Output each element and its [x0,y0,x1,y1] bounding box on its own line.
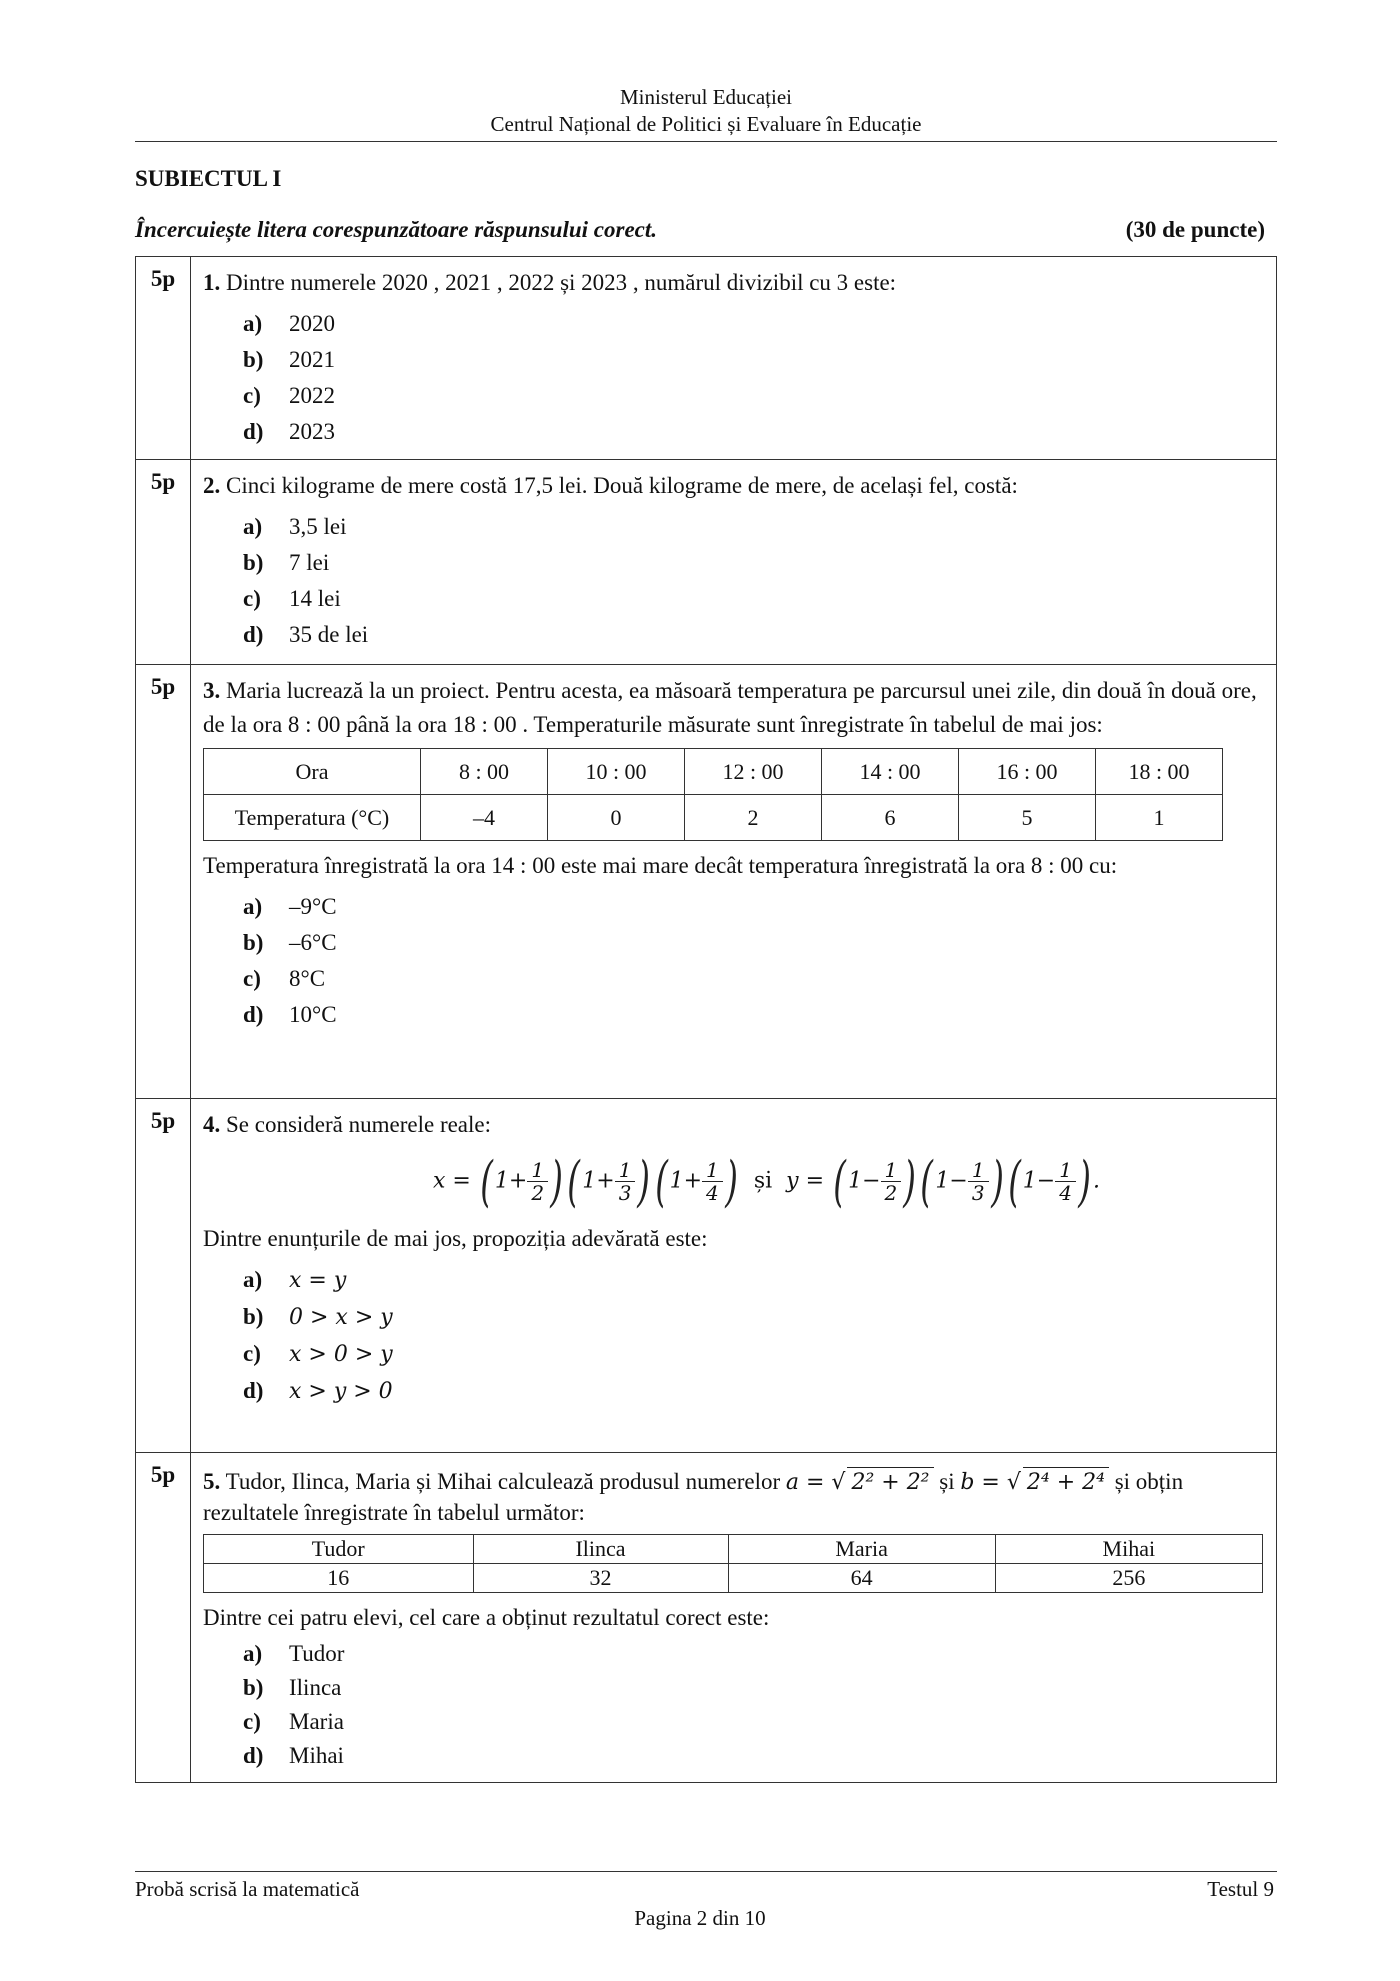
temp-cell: 2 [685,795,822,841]
option-c[interactable]: c) 14 lei [243,586,341,611]
footer-divider [135,1871,1277,1872]
temp-cell: 1 [1096,795,1223,841]
footer-test-number: Testul 9 [1207,1877,1274,1901]
temp-cell: –4 [421,795,548,841]
names-row [204,1535,1263,1564]
hours-row [204,749,1223,795]
question-text: 5. Tudor, Ilinca, Maria și Mihai calculează produsul numerelor a = √ 2² + 2² și b = √ 2⁴ + 2⁴ și obțin rezultatele înregistrate în tabelul următor: [203,1469,1184,1525]
options-list [243,1262,1264,1410]
result-cell: 16 [204,1564,474,1593]
footer-exam-name: Probă scrisă la matematică [135,1877,360,1901]
question-subtext: Dintre cei patru elevi, cel care a obținut rezultatul corect este: [203,1605,770,1630]
questions-table [135,256,1277,1783]
formula-x-y: x = ( 1+ $\frac{1}{2}$ )( 1+ $\frac{1}{3}$ )( 1+ $\frac{1}{4}$ ) și y = ( 1− $\frac{1}{2}$ )( 1− $\frac{1}{3}$ )( 1− $\frac{1}{4}$ ) . [433,1150,1100,1213]
center-name: Centrul Național de Politici și Evaluare în Educație [490,112,922,136]
result-cell: 32 [473,1564,728,1593]
question-number: 3. [203,678,221,703]
question-points: 5p [136,1099,191,1453]
section-title: SUBIECTUL I [135,166,282,191]
question-text: Cinci kilograme de mere costă 17,5 lei. Două kilograme de mere, de același fel, costă: [226,473,1018,498]
option-d[interactable]: d) Mihai [243,1743,344,1768]
option-c[interactable]: c) 2022 [243,383,335,408]
question-points: 5p [136,257,191,460]
question-row-5 [136,1453,1277,1783]
question-number: 4. [203,1112,221,1137]
question-subtext: Dintre enunțurile de mai jos, propoziția adevărată este: [203,1226,708,1251]
hour-cell: 16 : 00 [959,749,1096,795]
result-cell: 64 [728,1564,995,1593]
option-b[interactable]: b) –6°C [243,930,337,955]
question-points: 5p [136,1453,191,1783]
question-text: 3. Maria lucrează la un proiect. Pentru acesta, ea măsoară temperatura pe parcursul unei zile, din două în două ore, de la ora 8 : 00 până la ora 18 : 00 . Temperaturile măsurate sunt înregistrate în tabelul de mai jos: [203,678,1257,737]
question-row-1 [136,257,1277,460]
options-list [243,889,1264,1033]
row-label: Ora [204,749,421,795]
header-divider [135,141,1277,142]
question-body [191,1453,1277,1783]
temperature-table [203,748,1223,841]
temp-cell: 0 [548,795,685,841]
question-row-3 [136,665,1277,1099]
question-points: 5p [136,665,191,1099]
option-a[interactable]: a) 3,5 lei [243,514,347,539]
temp-cell: 5 [959,795,1096,841]
option-c[interactable]: c) Maria [243,1709,344,1734]
question-row-4 [136,1099,1277,1453]
option-d[interactable]: d) 2023 [243,419,335,444]
question-body [191,460,1277,665]
footer-page-number: Pagina 2 din 10 [634,1906,766,1930]
results-row [204,1564,1263,1593]
hour-cell: 10 : 00 [548,749,685,795]
option-a[interactable]: a) –9°C [243,894,337,919]
results-table [203,1534,1263,1593]
option-d[interactable]: d) x > y > 0 [243,1378,393,1404]
options-list [243,1637,1264,1773]
name-cell: Ilinca [473,1535,728,1564]
name-cell: Tudor [204,1535,474,1564]
name-cell: Mihai [995,1535,1262,1564]
question-number: 1. [203,270,221,295]
page-header [135,84,1277,138]
options-list [243,306,1264,450]
row-label: Temperatura (°C) [204,795,421,841]
question-subtext: Temperatura înregistrată la ora 14 : 00 este mai mare decât temperatura înregistrată la ora 8 : 00 cu: [203,853,1118,878]
option-b[interactable]: b) 0 > x > y [243,1304,393,1330]
hour-cell: 18 : 00 [1096,749,1223,795]
question-points: 5p [136,460,191,665]
option-b[interactable]: b) 2021 [243,347,335,372]
hour-cell: 14 : 00 [822,749,959,795]
option-b[interactable]: b) 7 lei [243,550,330,575]
question-body [191,665,1277,1099]
option-b[interactable]: b) Ilinca [243,1675,342,1700]
option-a[interactable]: a) 2020 [243,311,335,336]
option-d[interactable]: d) 35 de lei [243,622,369,647]
section-points: (30 de puncte) [1125,217,1265,242]
option-c[interactable]: c) x > 0 > y [243,1341,393,1367]
option-c[interactable]: c) 8°C [243,966,326,991]
question-row-2 [136,460,1277,665]
result-cell: 256 [995,1564,1262,1593]
temperature-row [204,795,1223,841]
hour-cell: 12 : 00 [685,749,822,795]
name-cell: Maria [728,1535,995,1564]
option-d[interactable]: d) 10°C [243,1002,337,1027]
option-a[interactable]: a) Tudor [243,1641,345,1666]
temp-cell: 6 [822,795,959,841]
question-text: Se consideră numerele reale: [226,1112,492,1137]
hour-cell: 8 : 00 [421,749,548,795]
question-text: Dintre numerele 2020 , 2021 , 2022 și 2023 , numărul divizibil cu 3 este: [226,270,897,295]
question-number: 2. [203,473,221,498]
options-list [243,509,1264,653]
option-a[interactable]: a) x = y [243,1267,347,1293]
question-body [191,257,1277,460]
question-body [191,1099,1277,1453]
section-instruction: Încercuiește litera corespunzătoare răspunsului corect. [135,217,658,242]
question-number: 5. [203,1469,221,1494]
ministry-name: Ministerul Educației [619,85,793,109]
